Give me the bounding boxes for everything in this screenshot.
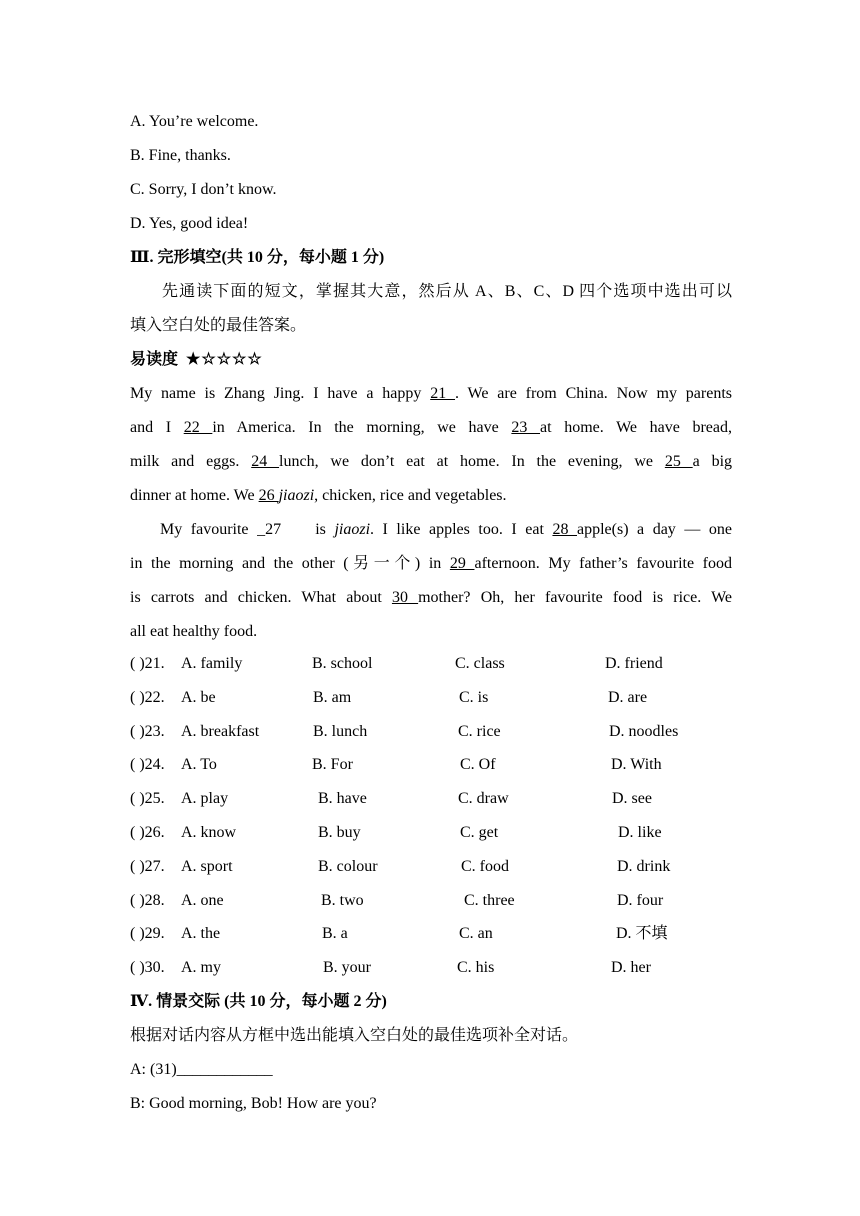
question-number: ( )23.: [130, 722, 165, 740]
passage-line: and I 22 in America. In the morning, we have 23 at home. We have bread,: [130, 419, 733, 436]
dialog-line-a: A: (31)____________: [130, 1061, 273, 1078]
blank-30: 30: [391, 589, 419, 606]
option-c: C. food: [461, 857, 509, 875]
blank-27: _27: [257, 521, 282, 538]
option-b: B. buy: [318, 824, 361, 841]
passage-line: My favourite _27 is jiaozi. I like apples too. I eat 28 apple(s) a day — one: [160, 521, 732, 538]
blank-29: 29: [449, 555, 475, 572]
option-d: D. four: [617, 891, 664, 909]
prev-option-c: C. Sorry, I don’t know.: [130, 181, 277, 198]
option-b: B. have: [318, 790, 367, 808]
question-number: ( )25.: [130, 790, 165, 808]
option-a: A. family: [181, 655, 243, 672]
question-number: ( )28.: [130, 891, 165, 909]
option-a: A. my: [181, 959, 221, 977]
passage-line: all eat healthy food.: [130, 623, 258, 640]
option-c: C. is: [459, 688, 489, 706]
option-a: A. breakfast: [181, 722, 260, 740]
option-a: A. be: [181, 688, 216, 706]
passage-line: is carrots and chicken. What about 30 mother? Oh, her favourite food is rice. We: [130, 589, 733, 606]
option-c: C. an: [459, 925, 493, 943]
option-b: B. school: [312, 655, 373, 672]
question-number: ( )24.: [130, 756, 165, 774]
blank-28: 28: [552, 521, 577, 538]
prev-option-d: D. Yes, good idea!: [130, 215, 249, 232]
option-b: B. your: [323, 959, 371, 977]
option-b: B. lunch: [313, 722, 368, 740]
question-number: ( )29.: [130, 925, 165, 943]
question-number: ( )26.: [130, 824, 165, 841]
option-d: D. her: [611, 959, 651, 977]
question-number: ( )27.: [130, 857, 165, 875]
dialog-line-b: B: Good morning, Bob! How are you?: [130, 1095, 377, 1112]
passage-line: My name is Zhang Jing. I have a happy 21 . We are from China. Now my parents: [130, 385, 733, 402]
blank-22: 22: [183, 419, 213, 436]
option-c: C. his: [457, 959, 495, 977]
option-b: B. a: [322, 925, 348, 943]
option-d: D. like: [618, 824, 662, 841]
option-d: D. With: [611, 756, 662, 774]
section4-title: Ⅳ. 情景交际 (共 10 分，每小题 2 分): [130, 993, 387, 1010]
option-c: C. get: [460, 824, 499, 841]
question-number: ( )21.: [130, 655, 165, 672]
blank-24: 24: [251, 453, 280, 470]
option-c: C. Of: [460, 756, 496, 774]
option-b: B. two: [321, 891, 364, 909]
option-c: C. draw: [458, 790, 509, 808]
question-number: ( )22.: [130, 688, 165, 706]
option-a: A. play: [181, 790, 229, 808]
passage-line: in the morning and the other (另一个) in 29 afternoon. My father’s favourite food: [130, 555, 732, 572]
option-b: B. For: [312, 756, 353, 774]
blank-25: 25: [664, 453, 693, 470]
section4-instruction: 根据对话内容从方框中选出能填入空白处的最佳选项补全对话。: [130, 1027, 579, 1044]
option-b: B. am: [313, 688, 352, 706]
difficulty-rating: [130, 350, 263, 370]
section3-title: Ⅲ. 完形填空(共 10 分，每小题 1 分): [130, 249, 385, 266]
prev-option-b: B. Fine, thanks.: [130, 147, 231, 164]
option-d: D. are: [608, 688, 648, 706]
option-d: D. see: [612, 790, 652, 808]
blank-26: 26: [258, 487, 279, 504]
section3-instruction-line2: 填入空白处的最佳答案。: [130, 317, 307, 334]
prev-option-a: A. You’re welcome.: [130, 113, 259, 130]
option-c: C. class: [455, 655, 505, 672]
option-a: A. know: [181, 824, 237, 841]
option-d: D. drink: [617, 857, 671, 875]
option-c: C. rice: [458, 722, 501, 740]
option-d: D. noodles: [609, 722, 679, 740]
option-a: A. the: [181, 925, 221, 943]
difficulty-stars: ★☆☆☆☆: [186, 351, 263, 368]
blank-21: 21: [430, 385, 456, 402]
difficulty-label: 易读度: [130, 351, 179, 368]
passage-line: milk and eggs. 24 lunch, we don’t eat at home. In the evening, we 25 a big: [130, 453, 733, 470]
option-c: C. three: [464, 891, 515, 909]
option-b: B. colour: [318, 857, 378, 875]
option-a: A. sport: [181, 857, 233, 875]
option-d: D. friend: [605, 655, 663, 672]
passage-line: dinner at home. We 26 jiaozi, chicken, rice and vegetables.: [130, 487, 507, 504]
section3-instruction-line1: 先通读下面的短文，掌握其大意，然后从 A、B、C、D 四个选项中选出可以: [162, 283, 732, 300]
blank-23: 23: [511, 419, 541, 436]
option-d: D. 不填: [616, 925, 668, 943]
option-a: A. one: [181, 891, 224, 909]
question-number: ( )30.: [130, 959, 165, 977]
option-a: A. To: [181, 756, 217, 774]
